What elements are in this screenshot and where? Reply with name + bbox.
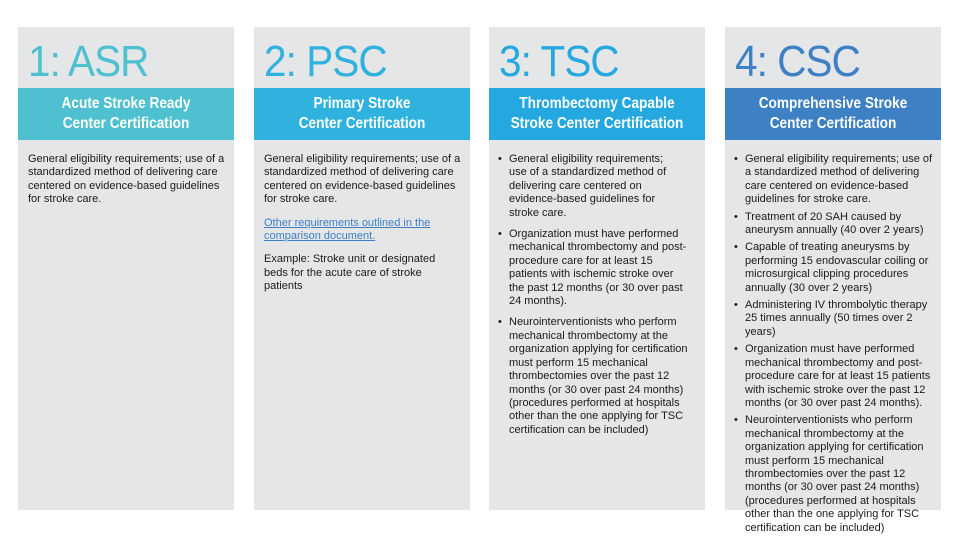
asr-paragraph: General eligibility requirements; use of a standardized method of delivering care centered on evidence-based guidelines for stroke care. — [28, 153, 225, 206]
psc-header-line1: Primary Stroke — [313, 95, 411, 112]
psc-header-band — [254, 88, 470, 140]
list-item: • General eligibility requirements; use of a standardized method of delivering care centered on evidence-based guidelines for stroke care. — [509, 153, 697, 220]
tsc-header-line1: Thrombectomy Capable — [519, 95, 675, 112]
psc-title: 2: PSC — [264, 37, 387, 86]
asr-header-line2: Center Certification — [62, 115, 190, 132]
asr-header-line1: Acute Stroke Ready — [61, 95, 191, 112]
comparison-document-link[interactable]: Other requirements outlined in the comparison document. — [264, 216, 431, 243]
asr-column — [18, 27, 234, 510]
csc-requirements — [735, 153, 933, 539]
csc-column — [725, 27, 941, 534]
csc-header-line1: Comprehensive Stroke — [758, 95, 908, 112]
list-item: • Administering IV thrombolytic therapy 25 times annually (50 times over 2 years) — [745, 299, 933, 339]
tsc-column — [489, 27, 705, 510]
list-item: • Organization must have performed mechanical thrombectomy and post-procedure care for at least 15 patients with ischemic stroke over the past 12 months (or 30 over past 24 months). — [509, 228, 697, 308]
psc-description — [264, 153, 462, 304]
psc-example: Example: Stroke unit or designated beds for the acute care of stroke patients — [264, 253, 436, 293]
list-item: • Neurointerventionists who perform mechanical thrombectomy at the organization applying for certification must perform 15 mechanical thrombectomies over the past 12 months (or 30 over past 24 months) (procedures performed at hospitals other than the one applying for TSC certification can be included) — [745, 414, 933, 535]
list-item: • Organization must have performed mechanical thrombectomy and post-procedure care for at least 15 patients with ischemic stroke over the past 12 months (or 30 over past 24 months). — [745, 343, 933, 410]
list-item: • Treatment of 20 SAH caused by aneurysm annually (40 over 2 years) — [745, 211, 933, 238]
tsc-requirements — [499, 153, 697, 445]
psc-paragraph: General eligibility requirements; use of a standardized method of delivering care centered on evidence-based guidelines for stroke care. — [264, 153, 461, 206]
tsc-header-line2: Stroke Center Certification — [510, 115, 684, 132]
asr-title: 1: ASR — [28, 37, 149, 86]
asr-header-band — [18, 88, 234, 140]
list-item: • Capable of treating aneurysms by performing 15 endovascular coiling or microsurgical clipping procedures annually (30 over 2 years) — [745, 241, 933, 295]
csc-bullet-list — [735, 153, 933, 535]
csc-header-band — [725, 88, 941, 140]
list-item: • Neurointerventionists who perform mechanical thrombectomy at the organization applying for certification must perform 15 mechanical thrombectomies over the past 12 months (or 30 over past 24 months) (procedures performed at hospitals other than the one applying for TSC certification can be included) — [509, 316, 697, 437]
tsc-bullet-list — [499, 153, 697, 437]
psc-header-line2: Center Certification — [298, 115, 426, 132]
asr-description — [28, 153, 226, 217]
tsc-title: 3: TSC — [499, 37, 619, 86]
psc-column — [254, 27, 470, 510]
csc-title: 4: CSC — [735, 37, 860, 86]
csc-header-line2: Center Certification — [769, 115, 897, 132]
list-item: • General eligibility requirements; use of a standardized method of delivering care centered on evidence-based guidelines for stroke care. — [745, 153, 933, 207]
tsc-header-band — [489, 88, 705, 140]
